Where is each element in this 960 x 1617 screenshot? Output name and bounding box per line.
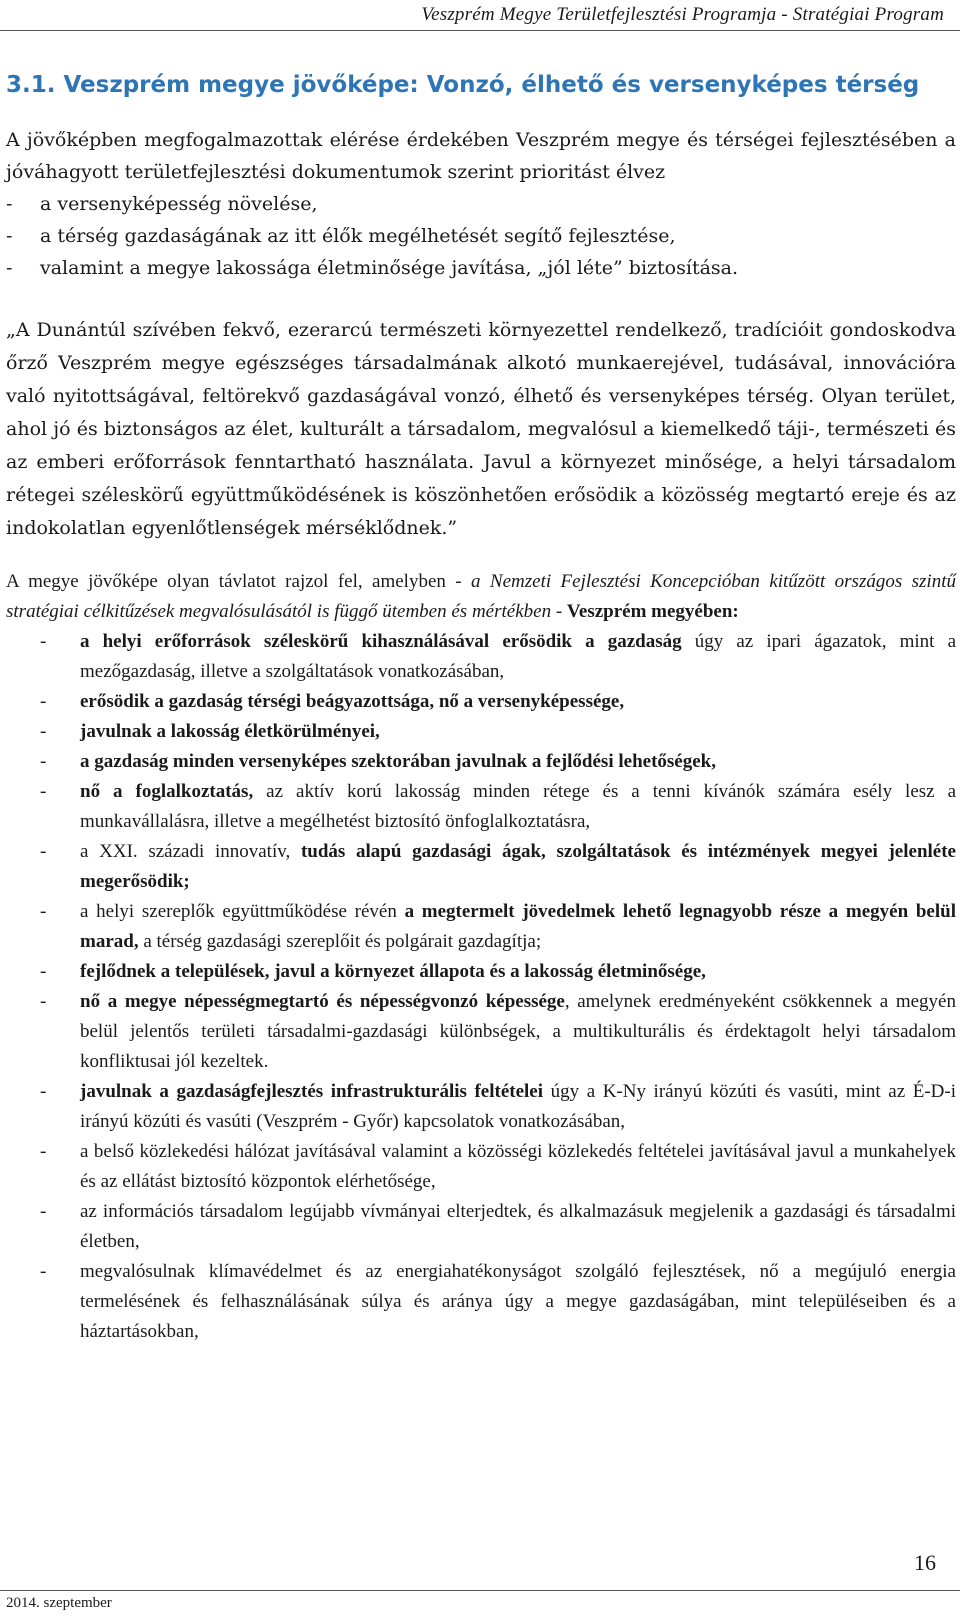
dash-bullet: -: [6, 193, 13, 215]
list-item: - a belső közlekedési hálózat javításával valamint a közösségi közlekedés feltételei javításával javul a munkahelyek és az ellátást biztosító központok elérhetősége,: [6, 1137, 956, 1197]
list-item: - fejlődnek a települések, javul a környezet állapota és a lakosság életminősége,: [6, 957, 956, 987]
dash-bullet: -: [40, 991, 47, 1012]
list-item: - a versenyképesség növelése,: [6, 188, 956, 220]
section-title: 3.1. Veszprém megye jövőképe: Vonzó, élhető és versenyképes térség: [6, 72, 920, 98]
list-item: - a helyi szereplők együttműködése révén a megtermelt jövedelmek lehető legnagyobb része a megyén belül marad, a térség gazdasági szereplőit és polgárait gazdagítja;: [6, 897, 956, 957]
dash-bullet: -: [40, 631, 47, 652]
header-divider: [0, 30, 960, 31]
intro-paragraph: A jövőképben megfogalmazottak elérése érdekében Veszprém megye és térségei fejlesztésében a jóváhagyott területfejlesztési dokumentumok szerint prioritást élvez: [6, 129, 956, 183]
list-item: - a térség gazdaságának az itt élők megélhetését segítő fejlesztése,: [6, 220, 956, 252]
vision-paragraph: A megye jövőképe olyan távlatot rajzol fel, amelyben - a Nemzeti Fejlesztési Koncepcióban kitűzött országos szintű stratégiai célkitűzések megvalósulásától is függő ütemben és mértékben - Veszprém megyében:: [6, 571, 956, 622]
dash-bullet: -: [40, 901, 47, 922]
vision-quote: „A Dunántúl szívében fekvő, ezerarcú természeti környezettel rendelkező, tradícióit gondoskodva őrző Veszprém megye egészséges társadalmának alkotó munkaerejével, tudásával, innovációra való nyitottságával, feltörekvő gazdaságával vonzó, élhető és versenyképes térség. Olyan terület, ahol jó és biztonságos az élet, kulturált a társadalom, megvalósul a kiemelkedő táji-, természeti és az emberi erőforrások fenntartható használata. Javul a környezet minősége, a helyi társadalom rétegei széleskörű együttműködésének is köszönhetően erősödik a közösség megtartó ereje és az indokolatlan egyenlőtlenségek mérséklődnek.”: [6, 319, 956, 539]
dash-bullet: -: [40, 691, 47, 712]
footer-divider: [0, 1590, 960, 1591]
footer-date: 2014. szeptember: [6, 1595, 112, 1611]
list-item: - erősödik a gazdaság térségi beágyazottsága, nő a versenyképessége,: [6, 687, 956, 717]
dash-bullet: -: [40, 961, 47, 982]
page-content: [6, 60, 956, 1347]
dash-bullet: -: [40, 1141, 47, 1162]
dash-bullet: -: [6, 225, 13, 247]
list-item: - javulnak a gazdaságfejlesztés infrastrukturális feltételei úgy a K-Ny irányú közúti és vasúti, mint az É-D-i irányú közúti és vasúti (Veszprém - Győr) kapcsolatok vonatkozásában,: [6, 1077, 956, 1137]
list-item: - nő a foglalkoztatás, az aktív korú lakosság minden rétege és a tenni kívánók számára esély lesz a munkavállalásra, illetve a megélhetést biztosító önfoglalkoztatásra,: [6, 777, 956, 837]
list-item: - valamint a megye lakossága életminősége javítása, „jól léte” biztosítása.: [6, 252, 956, 284]
list-item: - javulnak a lakosság életkörülményei,: [6, 717, 956, 747]
dash-bullet: -: [40, 1081, 47, 1102]
dash-bullet: -: [40, 721, 47, 742]
list-item: - a gazdaság minden versenyképes szektorában javulnak a fejlődési lehetőségek,: [6, 747, 956, 777]
list-item: - megvalósulnak klímavédelmet és az energiahatékonyságot szolgáló fejlesztések, nő a megújuló energia termelésének és felhasználásának súlya és aránya úgy a megye gazdaságában, mint településeiben és a háztartásokban,: [6, 1257, 956, 1347]
dash-bullet: -: [6, 257, 13, 279]
list-item: - a helyi erőforrások széleskörű kihasználásával erősödik a gazdaság úgy az ipari ágazatok, mint a mezőgazdaság, illetve a szolgáltatások vonatkozásában,: [6, 627, 956, 687]
dash-bullet: -: [40, 1261, 47, 1282]
dash-bullet: -: [40, 1201, 47, 1222]
dash-bullet: -: [40, 781, 47, 802]
dash-bullet: -: [40, 751, 47, 772]
page-number: 16: [914, 1550, 936, 1575]
list-item: - a XXI. századi innovatív, tudás alapú gazdasági ágak, szolgáltatások és intézmények megyei jelenléte megerősödik;: [6, 837, 956, 897]
vision-list: [6, 627, 956, 1347]
dash-bullet: -: [40, 841, 47, 862]
list-item: - az információs társadalom legújabb vívmányai elterjedtek, és alkalmazásuk megjelenik a gazdasági és társadalmi életben,: [6, 1197, 956, 1257]
list-item: - nő a megye népességmegtartó és népességvonzó képessége, amelynek eredményeként csökkennek a megyén belül jelentős területi társadalmi-gazdasági különbségek, a multikulturális és érdektagolt helyi társadalom konfliktusai jól kezeltek.: [6, 987, 956, 1077]
page-header: [0, 0, 960, 32]
priority-list: [6, 188, 956, 284]
document-title: Veszprém Megye Területfejlesztési Programja - Stratégiai Program: [421, 4, 944, 25]
